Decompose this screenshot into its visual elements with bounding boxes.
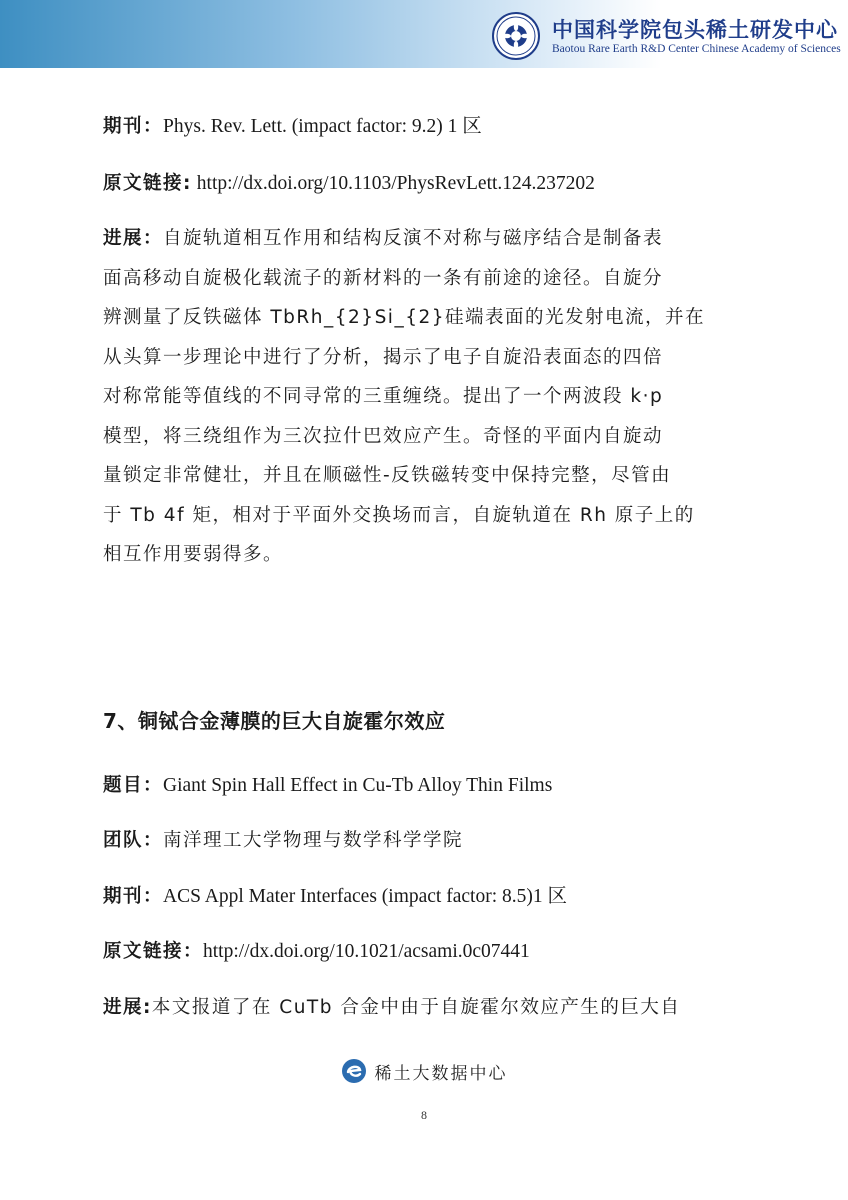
progress-label: 进展： bbox=[103, 228, 164, 249]
title-line-7 bbox=[103, 765, 748, 806]
org-name-cn: 中国科学院包头稀土研发中心 bbox=[552, 17, 838, 42]
doi-link[interactable]: http://dx.doi.org/10.1103/PhysRevLett.124.237202 bbox=[191, 173, 595, 194]
progress-line: 于 Tb 4f 矩，相对于平面外交换场而言，自旋轨道在 Rh 原子上的 bbox=[103, 504, 695, 526]
link-label: 原文链接： bbox=[103, 941, 204, 962]
title-value: Giant Spin Hall Effect in Cu-Tb Alloy Thin Films bbox=[163, 775, 553, 796]
header-bar bbox=[0, 0, 848, 68]
cas-logo-icon bbox=[492, 12, 540, 60]
footer bbox=[0, 1058, 848, 1088]
link-line-7 bbox=[103, 931, 748, 972]
team-value: 南洋理工大学物理与数学科学学院 bbox=[163, 830, 464, 851]
doi-link[interactable]: http://dx.doi.org/10.1021/acsami.0c07441 bbox=[203, 941, 530, 962]
progress-paragraph-6 bbox=[103, 218, 748, 575]
progress-line: 对称常能等值线的不同寻常的三重缠绕。提出了一个两波段 k·p bbox=[103, 386, 664, 407]
journal-line-7 bbox=[103, 876, 748, 917]
progress-line: 量锁定非常健壮，并且在顺磁性-反铁磁转变中保持完整，尽管由 bbox=[103, 465, 672, 486]
progress-line: 面高移动自旋极化载流子的新材料的一条有前途的途径。自旋分 bbox=[103, 267, 664, 289]
team-line-7 bbox=[103, 820, 748, 861]
team-label: 团队： bbox=[103, 830, 164, 851]
progress-line: 辨测量了反铁磁体 TbRh_{2}Si_{2}硅端表面的光发射电流，并在 bbox=[103, 307, 706, 328]
link-line-6 bbox=[103, 163, 748, 204]
journal-label: 期刊： bbox=[103, 116, 164, 137]
section-heading-7: 7、铜铽合金薄膜的巨大自旋霍尔效应 bbox=[103, 709, 446, 733]
title-label: 题目： bbox=[103, 775, 164, 796]
progress-label: 进展: bbox=[103, 997, 152, 1018]
page-number: 8 bbox=[421, 1108, 427, 1122]
link-label: 原文链接: bbox=[103, 173, 192, 194]
journal-line-6 bbox=[103, 106, 748, 147]
footer-text: 稀土大数据中心 bbox=[374, 1063, 508, 1084]
progress-line: 自旋轨道相互作用和结构反演不对称与磁序结合是制备表 bbox=[163, 228, 664, 249]
progress-value: 本文报道了在 CuTb 合金中由于自旋霍尔效应产生的巨大自 bbox=[151, 997, 681, 1018]
progress-line: 相互作用要弱得多。 bbox=[103, 544, 284, 565]
journal-value: Phys. Rev. Lett. (impact factor: 9.2) 1 区 bbox=[163, 116, 482, 137]
data-center-logo-icon bbox=[341, 1058, 367, 1084]
progress-line-7 bbox=[103, 987, 748, 1028]
progress-line: 从头算一步理论中进行了分析，揭示了电子自旋沿表面态的四倍 bbox=[103, 346, 664, 368]
org-name-en: Baotou Rare Earth R&D Center Chinese Academy of Sciences bbox=[552, 43, 841, 55]
journal-value: ACS Appl Mater Interfaces (impact factor: 8.5)1 区 bbox=[163, 886, 567, 907]
journal-label: 期刊： bbox=[103, 886, 164, 907]
progress-line: 模型，将三绕组作为三次拉什巴效应产生。奇怪的平面内自旋动 bbox=[103, 425, 664, 447]
